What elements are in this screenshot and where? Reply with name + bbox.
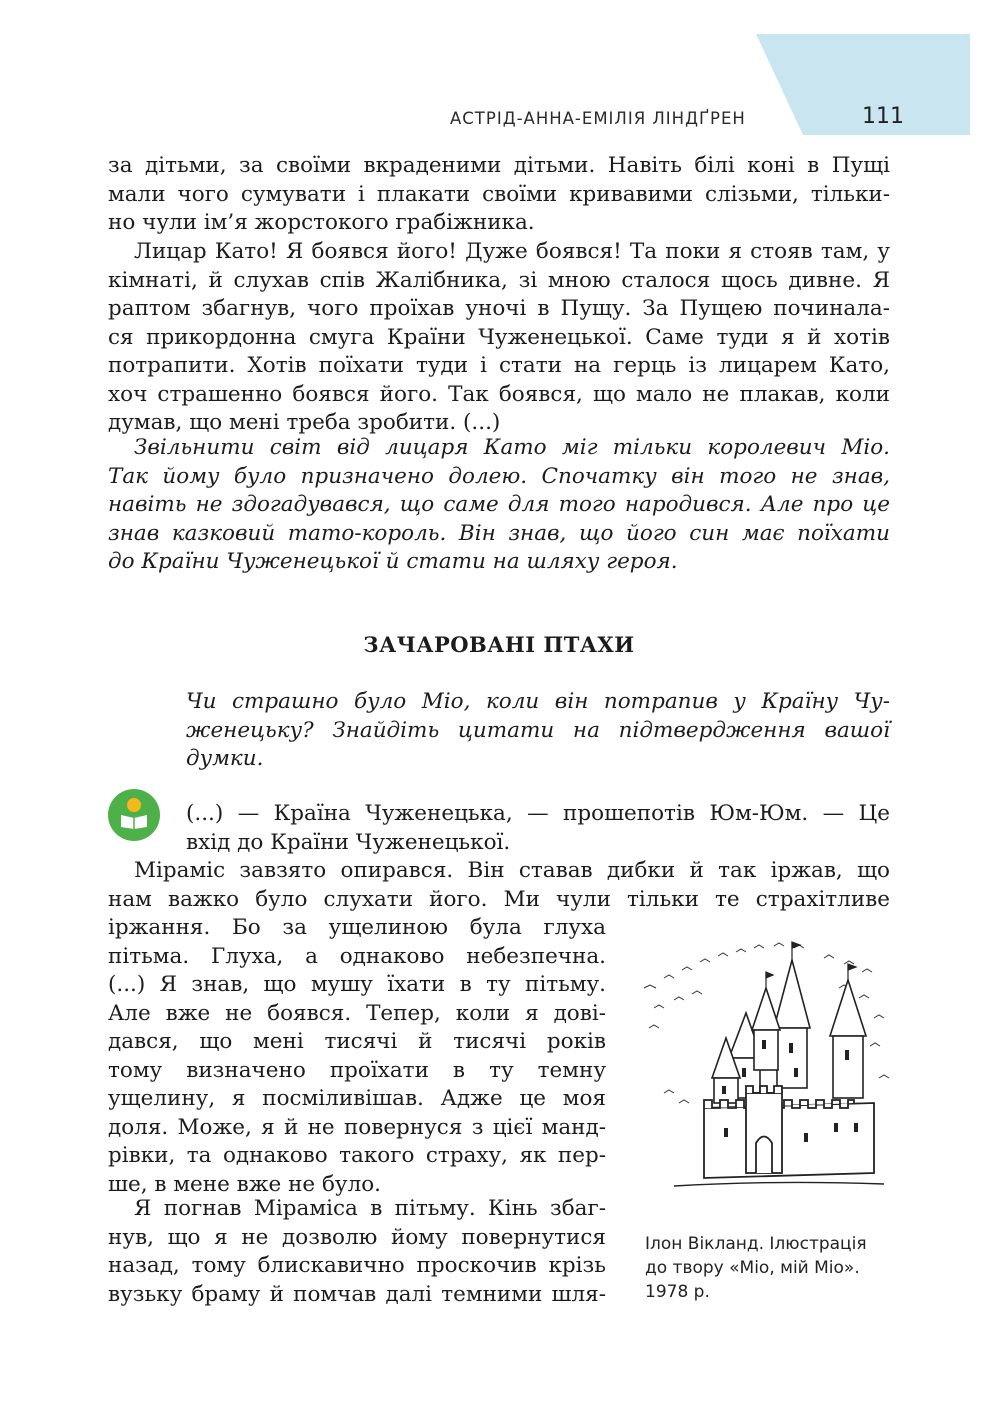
illustration-caption [645,1232,895,1304]
text-line: Чи страшно було Міо, коли він потрапив у Країну Чу- [186,689,890,714]
text-line: знав казковий тато-король. Він знав, що його син має поїхати [108,520,890,546]
text-line: дався, що мені тисячі й тисячі років [108,1029,606,1054]
text-line: рівки, та однаково такого страху, як пер- [108,1143,606,1168]
paragraph-5-top [108,857,890,914]
text-line: думав, що мені треба зробити. (...) [108,410,501,435]
text-line: до Країни Чуженецької й стати на шляху героя. [108,549,678,574]
text-line: думки. [186,746,264,771]
text-line: Мірамiс завзято опирався. Він ставав дибки й так іржав, що [134,858,890,883]
text-line: вузьку браму й помчав далі темними шля- [108,1281,606,1307]
text-line: тому визначено проїхати в ту темну [108,1057,606,1083]
text-line: потрапити. Хотів поїхати туди і стати на герць із лицарем Като, [108,353,890,378]
page-number: 111 [862,104,904,129]
text-line: Звільнити світ від лицаря Като міг тільки королевич Міо. [134,435,890,460]
text-line: Але вже не боявся. Тепер, коли я дові- [108,1000,606,1026]
text-line: нув, що я не дозволю йому повернутися [108,1224,606,1250]
text-line: за дітьми, за своїми вкраденими дітьми. Навіть білі коні в Пущі [108,153,890,178]
text-line: нам важко було слухати його. Ми чули тільки те страхітливе [108,886,890,912]
running-header-author: АСТРІД-АННА-ЕМІЛІЯ ЛІНДҐРЕН [450,109,746,128]
caption-line: Ілон Вікланд. Ілюстрація [645,1234,867,1254]
caption-line: до твору «Міо, мій Міо». [645,1258,860,1278]
text-line: (...) Я знав, що мушу їхати в ту пітьму. [108,972,606,997]
text-line: вхід до Країни Чуженецької. [186,829,511,855]
reading-child-icon [108,789,160,841]
text-line: но чули ім’я жорстокого грабіжника. [108,210,535,235]
text-line: кімнаті, й слухав спів Жалібника, зі мною сталося щось дивне. Я [108,267,890,293]
paragraph-1 [108,152,890,238]
italic-paragraph [108,434,890,577]
text-line: пітьма. Глуха, а однаково небезпечна. [108,943,606,969]
paragraph-5-column [108,914,606,1199]
text-line: іржання. Бо за ущелиною була глуха [108,915,606,940]
question-block [186,688,890,774]
text-line: навіть не здогадувався, що саме для того народився. Але про це [108,492,890,517]
text-line: раптом збагнув, чого проїхав уночі в Пущу. За Пущею починала- [108,296,890,321]
text-line: женецьку? Знайдіть цитати на підтвердження вашої [186,717,890,743]
text-line: ся прикордонна смуга Країни Чуженецької. Саме туди я й хотів [108,324,890,350]
text-line: доля. Може, я й не повернуся з цієї манд- [108,1114,606,1140]
section-title: ЗАЧАРОВАНІ ПТАХИ [363,632,635,657]
text-line: Лицар Като! Я боявся його! Дуже боявся! Та поки я стояв там, у [134,239,890,264]
text-line: хоч страшенно боявся його. Так боявся, що мало не плакав, коли [108,381,890,407]
text-line: мали чого сумувати і плакати своїми кривавими слізьми, тільки- [108,181,890,207]
text-line: (...) — Країна Чуженецька, — прошепотів Юм-Юм. — Це [186,801,890,826]
text-line: ущелину, я посміливішав. Адже це моя [108,1086,606,1111]
text-line: Я погнав Міраміса в пітьму. Кінь збаг- [134,1196,606,1221]
paragraph-4 [186,800,890,857]
castle-illustration [634,918,896,1200]
text-line: назад, тому блискавично проскочив крізь [108,1253,606,1278]
text-line: Так йому було призначено долею. Спочатку він того не знав, [108,463,890,489]
paragraph-2 [108,238,890,438]
caption-line: 1978 р. [645,1282,710,1302]
paragraph-6-column [108,1195,606,1309]
text-line: ше, в мене вже не було. [108,1171,382,1197]
